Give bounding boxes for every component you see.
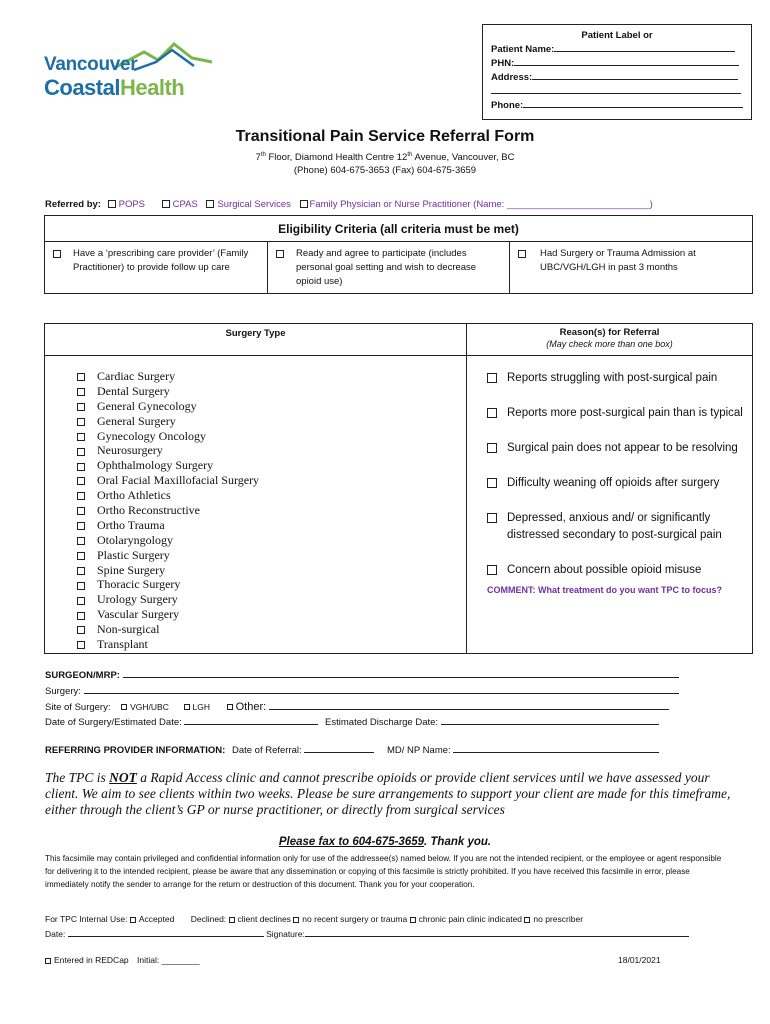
site-lgh[interactable]: LGH [184, 702, 210, 713]
checkbox-icon [53, 250, 61, 258]
checkbox-icon [130, 917, 136, 923]
surgery-type-option[interactable]: Gynecology Oncology [77, 429, 466, 444]
surgery-type-option[interactable]: Ortho Athletics [77, 488, 466, 503]
referral-reason-option[interactable]: Depressed, anxious and/ or significantly distressed secondary to post-surgical pain [487, 510, 752, 544]
surgery-type-header: Surgery Type [225, 328, 286, 339]
checkbox-icon [518, 250, 526, 258]
patient-label-box [482, 24, 752, 120]
checkbox-icon [162, 200, 170, 208]
referring-provider-row: REFERRING PROVIDER INFORMATION: Date of Referral: MD/ NP Name: [45, 745, 659, 756]
checkbox-icon [121, 704, 127, 710]
checkbox-icon[interactable] [77, 552, 85, 560]
surgery-type-option[interactable]: Thoracic Surgery [77, 577, 466, 592]
checkbox-icon[interactable] [77, 522, 85, 530]
eligibility-criterion-1[interactable]: Have a ‘prescribing care provider’ (Family Practitioner) to provide follow up care [45, 242, 267, 293]
referred-family-physician[interactable]: Family Physician or Nurse Practitioner (Name: ___________________________) [300, 199, 653, 210]
referred-cpas[interactable]: CPAS [162, 199, 198, 210]
checkbox-icon[interactable] [487, 373, 497, 383]
checkbox-icon[interactable] [77, 403, 85, 411]
checkbox-icon[interactable] [487, 443, 497, 453]
clinic-address: 7th Floor, Diamond Health Centre 12th Avenue, Vancouver, BC [255, 152, 515, 164]
discharge-date-field[interactable]: Estimated Discharge Date: [325, 717, 659, 728]
eligibility-title: Eligibility Criteria (all criteria must be met) [45, 216, 752, 242]
checkbox-icon[interactable] [77, 567, 85, 575]
referral-reason-option[interactable]: Surgical pain does not appear to be resolving [487, 440, 752, 457]
surgeon-mrp-field[interactable]: SURGEON/MRP: [45, 670, 679, 681]
phone-field[interactable]: Phone: [491, 100, 743, 114]
tpc-notice: The TPC is NOT a Rapid Access clinic and cannot prescribe opioids or provide client services until we have assessed your client. We aim to see clients within two weeks. Please be sure arrangements to support your client are made for this timeframe, either through the client’s GP or nurse practitioner, or directly from surgical services [45, 770, 731, 817]
referral-reason-option[interactable]: Reports more post-surgical pain than is typical [487, 405, 752, 422]
surgery-type-option[interactable]: Vascular Surgery [77, 607, 466, 622]
md-np-name-field[interactable]: MD/ NP Name: [387, 745, 659, 756]
checkbox-icon [524, 917, 530, 923]
checkbox-icon[interactable] [77, 626, 85, 634]
logo-vancouver: Vancouver [44, 54, 138, 75]
declined-chronic-pain[interactable]: chronic pain clinic indicated [410, 914, 522, 924]
referral-reason-option[interactable]: Difficulty weaning off opioids after surgery [487, 475, 752, 492]
checkbox-icon [184, 704, 190, 710]
checkbox-icon[interactable] [77, 433, 85, 441]
referred-by-row [45, 199, 653, 210]
checkbox-icon [206, 200, 214, 208]
internal-use-row: For TPC Internal Use: Accepted Declined: client declines no recent surgery or trauma chronic pain clinic indicated no prescriber [45, 914, 584, 924]
reasons-header: Reason(s) for Referral [559, 327, 660, 338]
declined-client[interactable]: client declines [229, 914, 291, 924]
logo-coastal-health: CoastalHealth [44, 75, 185, 100]
checkbox-icon [293, 917, 299, 923]
checkbox-icon[interactable] [487, 408, 497, 418]
checkbox-icon [276, 250, 284, 258]
surgery-type-option[interactable]: Urology Surgery [77, 592, 466, 607]
checkbox-icon[interactable] [77, 388, 85, 396]
form-title: Transitional Pain Service Referral Form [235, 128, 535, 145]
eligibility-criterion-2[interactable]: Ready and agree to participate (includes personal goal setting and wish to decrease opioid use) [267, 242, 509, 293]
referred-by-label: Referred by: [45, 199, 101, 210]
checkbox-icon [227, 704, 233, 710]
referral-reason-option[interactable]: Reports struggling with post-surgical pain [487, 370, 752, 387]
checkbox-icon[interactable] [77, 448, 85, 456]
form-version-date: 18/01/2021 [618, 955, 661, 965]
checkbox-icon[interactable] [77, 418, 85, 426]
surgery-reason-table [44, 323, 753, 654]
surgery-type-option[interactable]: Transplant [77, 637, 466, 652]
surgery-type-option[interactable]: Cardiac Surgery [77, 369, 466, 384]
checkbox-icon[interactable] [77, 477, 85, 485]
referral-reason-option[interactable]: Concern about possible opioid misuse [487, 562, 752, 579]
vch-logo [44, 46, 224, 106]
phn-field[interactable]: PHN: [491, 58, 743, 72]
internal-date-field[interactable]: Date: [45, 929, 264, 939]
surgery-type-option[interactable]: General Gynecology [77, 399, 466, 414]
redcap-row [45, 955, 199, 965]
surgery-date-field[interactable]: Date of Surgery/Estimated Date: [45, 717, 318, 728]
fax-instruction: Please fax to 604-675-3659. Thank you. [278, 836, 492, 848]
surgery-type-option[interactable]: Ortho Trauma [77, 518, 466, 533]
checkbox-icon[interactable] [77, 582, 85, 590]
address-field[interactable]: Address: [491, 72, 743, 86]
declined-no-prescriber[interactable]: no prescriber [524, 914, 583, 924]
redcap-initial[interactable]: Initial: ________ [137, 955, 200, 965]
redcap-entered[interactable]: Entered in REDCap [45, 955, 129, 965]
checkbox-icon[interactable] [77, 373, 85, 381]
referred-pops[interactable]: POPS [108, 199, 145, 210]
surgery-type-option[interactable]: Ophthalmology Surgery [77, 458, 466, 473]
checkbox-icon[interactable] [487, 478, 497, 488]
checkbox-icon[interactable] [77, 641, 85, 649]
checkbox-icon[interactable] [77, 597, 85, 605]
surgery-type-option[interactable]: Plastic Surgery [77, 548, 466, 563]
surgery-date-row [45, 717, 659, 728]
checkbox-icon[interactable] [77, 507, 85, 515]
address-field-line2[interactable] [491, 86, 743, 100]
surgery-type-option[interactable]: Spine Surgery [77, 563, 466, 578]
checkbox-icon [45, 958, 51, 964]
site-of-surgery-row: Site of Surgery: VGH/UBC LGH Other: [45, 701, 669, 713]
site-other[interactable]: Other: [227, 702, 669, 713]
eligibility-table [44, 215, 753, 294]
surgery-type-list [45, 356, 466, 652]
internal-date-signature-row [45, 929, 689, 939]
referred-surgical-services[interactable]: Surgical Services [206, 199, 290, 210]
reasons-list [467, 356, 752, 579]
checkbox-icon[interactable] [77, 463, 85, 471]
surgery-type-option[interactable]: Oral Facial Maxillofacial Surgery [77, 473, 466, 488]
site-vgh-ubc[interactable]: VGH/UBC [121, 702, 169, 713]
checkbox-icon [229, 917, 235, 923]
checkbox-icon [410, 917, 416, 923]
internal-signature-field[interactable]: Signature: [266, 929, 689, 939]
comment-prompt[interactable]: COMMENT: What treatment do you want TPC to focus? [487, 585, 722, 595]
checkbox-icon[interactable] [487, 513, 497, 523]
surgery-type-option[interactable]: Dental Surgery [77, 384, 466, 399]
checkbox-icon[interactable] [77, 612, 85, 620]
surgery-type-option[interactable]: General Surgery [77, 414, 466, 429]
surgery-type-option[interactable]: Neurosurgery [77, 443, 466, 458]
reasons-subheader: (May check more than one box) [546, 339, 673, 349]
checkbox-icon[interactable] [77, 537, 85, 545]
surgery-type-option[interactable]: Ortho Reconstructive [77, 503, 466, 518]
referral-date-field[interactable]: Date of Referral: [232, 745, 374, 756]
checkbox-icon[interactable] [487, 565, 497, 575]
surgery-field[interactable]: Surgery: [45, 686, 679, 697]
checkbox-icon [300, 200, 308, 208]
eligibility-criterion-3[interactable]: Had Surgery or Trauma Admission at UBC/VGH/LGH in past 3 months [509, 242, 752, 293]
checkbox-icon [108, 200, 116, 208]
checkbox-icon[interactable] [77, 492, 85, 500]
patient-name-field[interactable]: Patient Name: [491, 44, 743, 58]
surgery-type-option[interactable]: Otolaryngology [77, 533, 466, 548]
declined-no-surgery[interactable]: no recent surgery or trauma [293, 914, 407, 924]
internal-accepted[interactable]: Accepted [130, 914, 174, 924]
surgery-type-option[interactable]: Non-surgical [77, 622, 466, 637]
patient-label-title: Patient Label or [581, 30, 653, 41]
confidentiality-notice: This facsimile may contain privileged and confidential information only for use of the addressee(s) named below. If you are not the intended recipient, or the employee or agent responsible for delivering it to the intended recipient, please be aware that any dissemination or copying of this facsimile is strictly prohibited. If you have received this facsimile in error, please immediately notify the sender to arrange for the return or destruction of this document. Thank you for your cooperation. [45, 854, 722, 889]
clinic-phone-fax: (Phone) 604-675-3653 (Fax) 604-675-3659 [293, 165, 477, 176]
